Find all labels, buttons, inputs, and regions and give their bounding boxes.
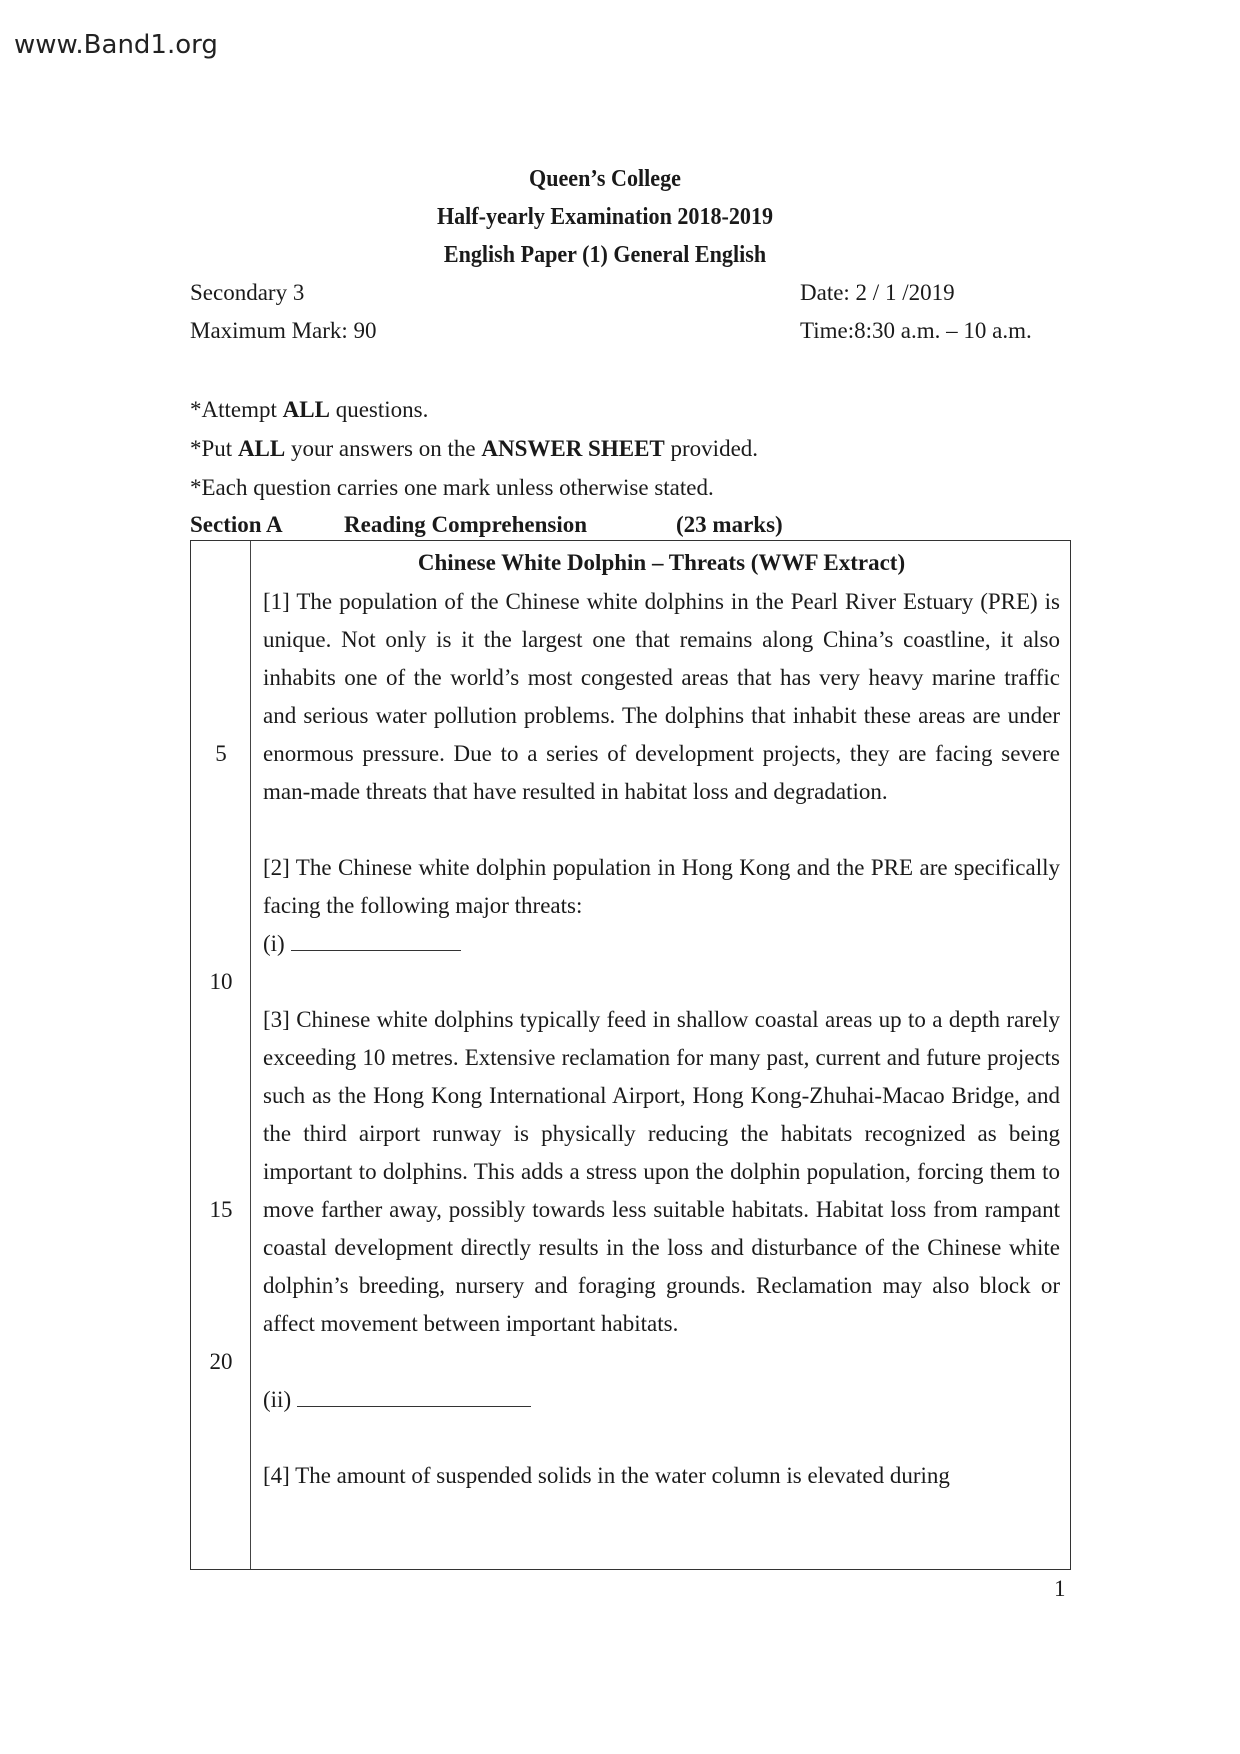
paragraph-4: [4] The amount of suspended solids in the water column is elevated during <box>263 1463 950 1488</box>
school-name: Queen’s College <box>529 166 681 192</box>
page-number: 1 <box>1054 1576 1066 1601</box>
blank-label: (i) <box>263 931 285 956</box>
instructions <box>190 390 758 507</box>
passage-content <box>263 541 1060 1495</box>
line-number: 10 <box>209 969 233 994</box>
exam-date: Date: 2 / 1 /2019 <box>800 280 955 305</box>
instruction-text: *Put <box>190 436 238 461</box>
meta-left <box>190 274 377 350</box>
blank-label: (ii) <box>263 1387 292 1412</box>
passage-box <box>190 540 1071 1570</box>
answer-blank <box>291 930 461 951</box>
instruction-text: *Each question carries one mark unless otherwise stated. <box>190 475 714 500</box>
instruction-1 <box>190 390 758 429</box>
line-number-column <box>191 541 251 1569</box>
instruction-text: your answers on the <box>285 436 482 461</box>
section-marks: (23 marks) <box>676 512 783 537</box>
paper-name: English Paper (1) General English <box>443 242 767 268</box>
answer-blank <box>297 1386 531 1407</box>
instruction-text: questions. <box>329 397 429 422</box>
blank-ii <box>263 1381 1060 1419</box>
instruction-text: provided. <box>664 436 759 461</box>
instruction-emphasis: ANSWER SHEET <box>481 436 665 461</box>
line-number: 5 <box>215 741 227 766</box>
instruction-2 <box>190 429 758 468</box>
instruction-emphasis: ALL <box>282 397 330 422</box>
exam-name: Half-yearly Examination 2018-2019 <box>436 204 774 230</box>
instruction-3 <box>190 468 758 507</box>
line-number: 15 <box>209 1197 233 1222</box>
instruction-emphasis: ALL <box>237 436 286 461</box>
paragraph-3: [3] Chinese white dolphins typically feed in shallow coastal areas up to a depth rarely exceeding 10 metres. Extensive reclamation for many past, current and future projects such as the Hong Kong International Airport, Hong Kong-Zhuhai-Macao Bridge, and the third airport runway is physically reducing the habitats recognized as being important to dolphins. This adds a stress upon the dolphin population, forcing them to move farther away, possibly towards less suitable habitats. Habitat loss from rampant coastal development directly results in the loss and disturbance of the Chinese white dolphin’s breeding, nursery and foraging grounds. Reclamation may also block or affect movement between important habitats. <box>263 1007 1060 1336</box>
blank-i <box>263 925 1060 963</box>
watermark: www.Band1.org <box>14 30 218 60</box>
line-number: 20 <box>209 1349 233 1374</box>
section-label: Section A <box>190 512 283 537</box>
exam-time: Time:8:30 a.m. – 10 a.m. <box>800 318 1032 343</box>
section-heading <box>190 506 783 544</box>
paragraph-2: [2] The Chinese white dolphin population in Hong Kong and the PRE are specifically facing the following major threats: <box>263 855 1060 918</box>
meta-right <box>800 274 1032 350</box>
section-title: Reading Comprehension <box>344 512 588 537</box>
paragraph-1: [1] The population of the Chinese white dolphins in the Pearl River Estuary (PRE) is unique. Not only is it the largest one that remains along China’s coastline, it also inhabits one of the world’s most congested areas that has very heavy marine traffic and serious water pollution problems. The dolphins that inhabit these areas are under enormous pressure. Due to a series of development projects, they are facing severe man-made threats that have resulted in habitat loss and degradation. <box>263 589 1060 804</box>
exam-header <box>0 160 1210 274</box>
passage-title: Chinese White Dolphin – Threats (WWF Extract) <box>417 550 906 575</box>
max-mark: Maximum Mark: 90 <box>190 318 377 343</box>
instruction-text: *Attempt <box>190 397 283 422</box>
level: Secondary 3 <box>190 280 305 305</box>
